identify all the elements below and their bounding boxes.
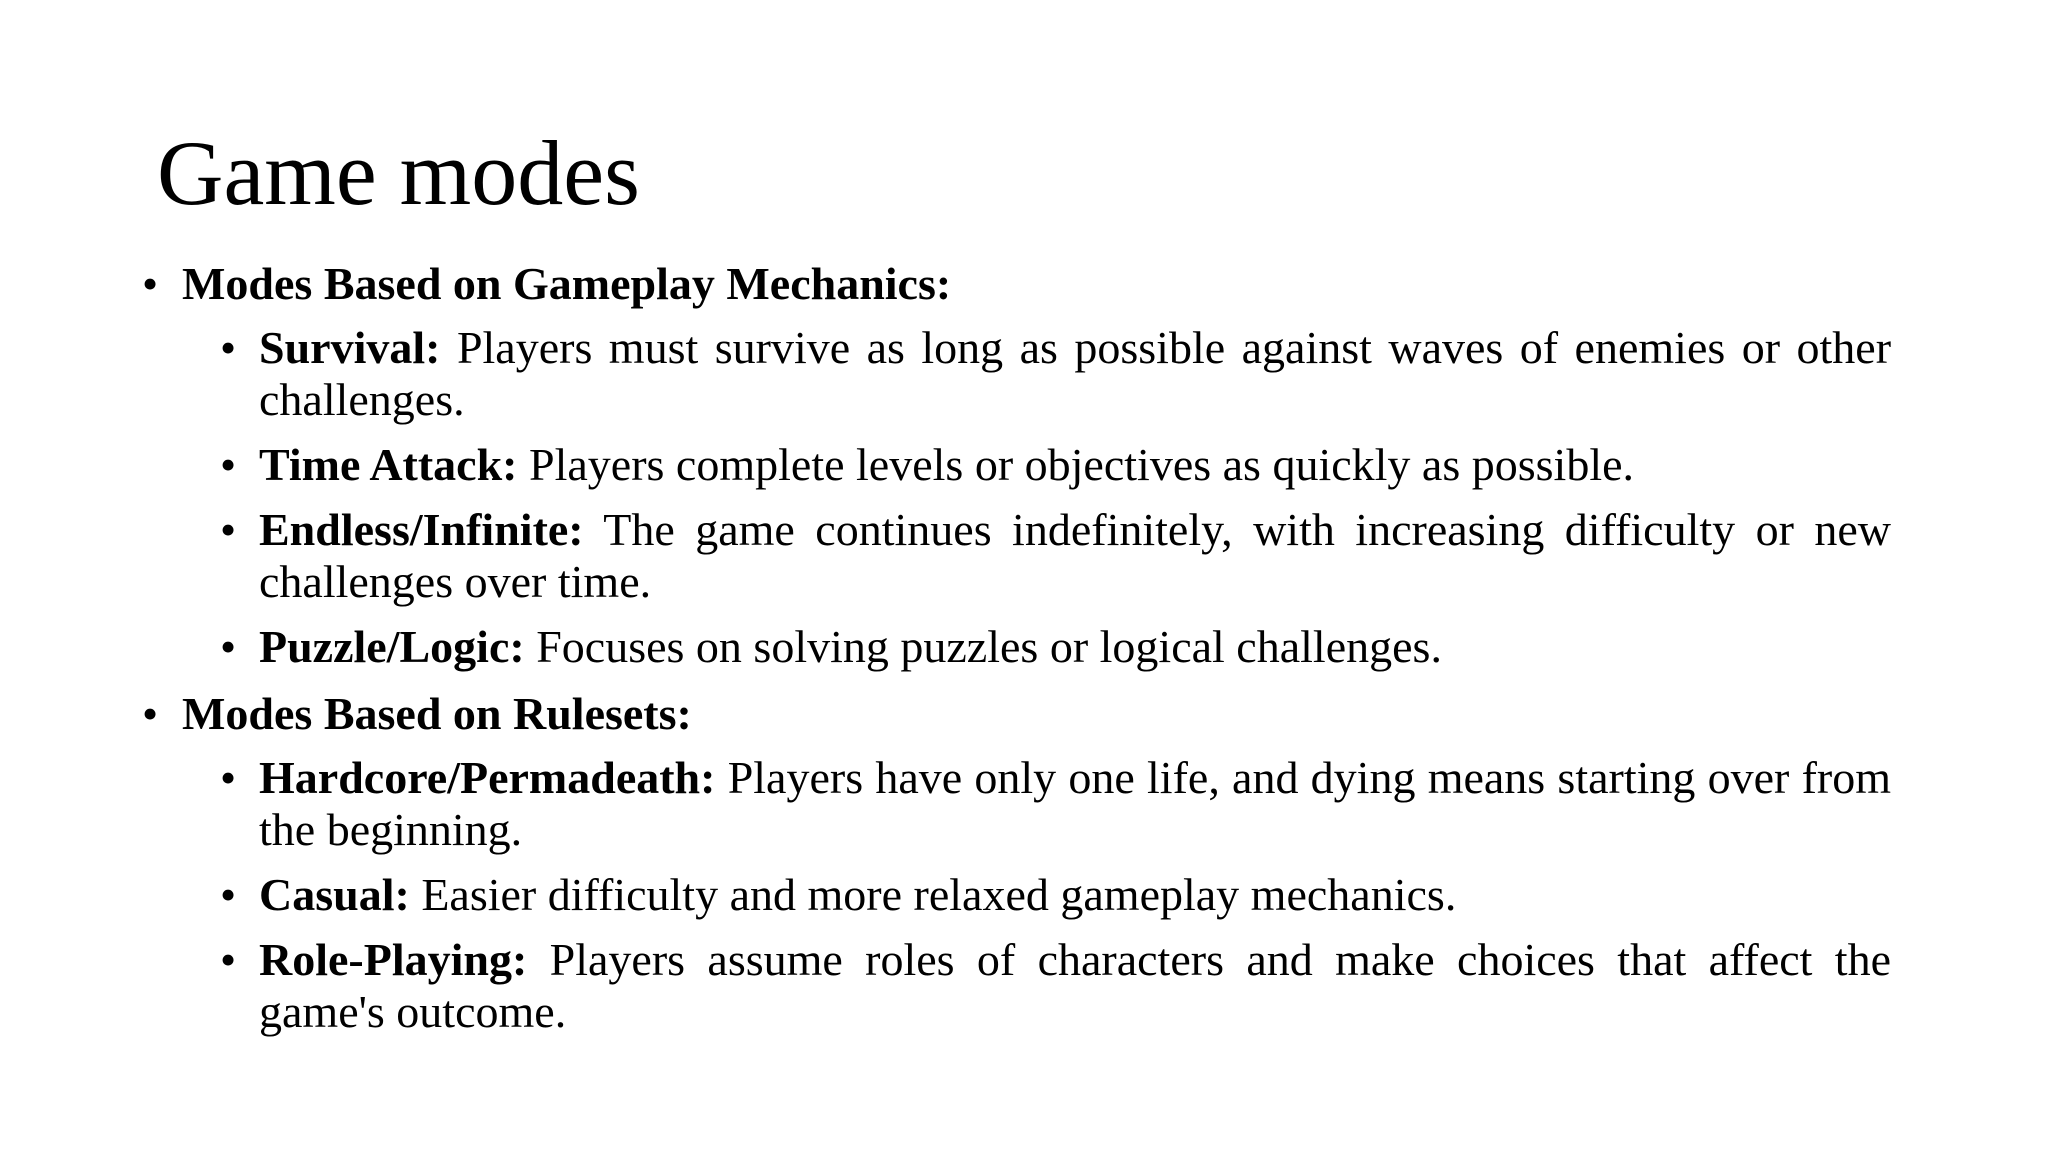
item-text: Players must survive as long as possible against waves of enemies or other challenges. — [259, 322, 1892, 425]
section-gameplay-mechanics — [0, 256, 2048, 673]
item-term: Time Attack: — [259, 439, 518, 490]
bullet-icon: • — [220, 322, 237, 373]
item-term: Hardcore/Permadeath: — [259, 752, 716, 803]
bullet-icon: • — [142, 688, 159, 739]
item-text: Easier difficulty and more relaxed gameplay mechanics. — [421, 869, 1457, 920]
section-heading-text: Modes Based on Rulesets: — [182, 688, 692, 739]
section-heading — [142, 686, 1882, 742]
list-item — [220, 752, 1892, 856]
list-item — [220, 621, 1891, 673]
section-heading — [142, 256, 1882, 312]
item-text: Players have only one life, and dying means starting over from the beginning. — [259, 752, 1892, 855]
item-term: Survival: — [259, 322, 441, 373]
bullet-icon: • — [220, 439, 237, 490]
list-item — [220, 322, 1892, 426]
bullet-icon: • — [220, 621, 237, 672]
bullet-icon: • — [142, 258, 159, 309]
bullet-icon: • — [220, 869, 237, 920]
item-term: Role-Playing: — [259, 934, 528, 985]
list-item — [220, 934, 1891, 1038]
slide-title: Game modes — [157, 122, 640, 224]
item-term: Casual: — [259, 869, 410, 920]
list-item — [220, 439, 1891, 491]
item-text: Focuses on solving puzzles or logical challenges. — [536, 621, 1442, 672]
item-list — [0, 752, 2048, 1038]
item-term: Puzzle/Logic: — [259, 621, 525, 672]
list-item — [220, 504, 1891, 608]
section-heading-text: Modes Based on Gameplay Mechanics: — [182, 258, 952, 309]
bullet-icon: • — [220, 934, 237, 985]
bullet-icon: • — [220, 752, 237, 803]
section-rulesets — [0, 686, 2048, 1038]
item-text: The game continues indefinitely, with increasing difficulty or new challenges over time. — [259, 504, 1891, 607]
list-item — [220, 869, 1891, 921]
bullet-icon: • — [220, 504, 237, 555]
item-text: Players complete levels or objectives as quickly as possible. — [529, 439, 1635, 490]
item-list — [0, 322, 2048, 673]
item-term: Endless/Infinite: — [259, 504, 584, 555]
item-text: Players assume roles of characters and make choices that affect the game's outcome. — [259, 934, 1891, 1037]
slide-content — [0, 256, 2048, 1051]
